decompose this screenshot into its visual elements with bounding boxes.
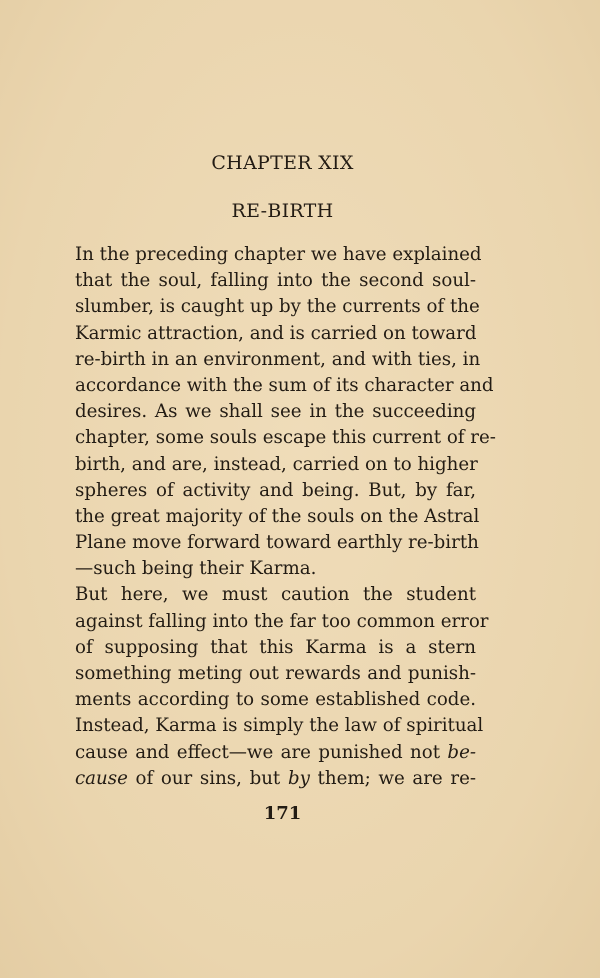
chapter-title: RE-BIRTH [231, 200, 334, 222]
text-line: spheres of activity and being. But, by far, [75, 479, 476, 501]
text-line: Plane move forward toward earthly re-birth [75, 532, 479, 554]
text-line: But here, we must caution the student [75, 584, 476, 606]
text-line: In the preceding chapter we have explained [75, 244, 482, 265]
page-number: 171 [263, 803, 302, 824]
text-line: —such being their Karma. [75, 558, 317, 580]
text-line: that the soul, falling into the second soul- [75, 270, 476, 292]
text-line: the great majority of the souls on the Astral [75, 505, 480, 527]
text-line: accordance with the sum of its character and [75, 374, 494, 396]
text-line [75, 740, 476, 766]
text-line [75, 766, 476, 792]
text-line: of supposing that this Karma is a stern [75, 636, 476, 658]
text-line: Instead, Karma is simply the law of spiritual [75, 715, 484, 737]
chapter-heading: CHAPTER XIX [211, 152, 354, 174]
text-line: re-birth in an environment, and with ties, in [75, 348, 481, 370]
text-line: desires. As we shall see in the succeeding [75, 401, 476, 423]
text-line: against falling into the far too common error [75, 610, 489, 632]
text-line: something meting out rewards and punish- [75, 663, 476, 684]
text-segment: of our sins, but [135, 767, 281, 789]
text-line: Karmic attraction, and is carried on toward [75, 322, 477, 344]
italic-text: be- [447, 741, 476, 763]
text-segment: cause and effect—we are punished not [75, 741, 441, 763]
text-line: ments according to some established code. [75, 689, 476, 711]
body-text [75, 242, 496, 792]
italic-text: by [287, 767, 310, 789]
text-segment: them; we are re- [317, 767, 476, 789]
italic-text: cause [75, 767, 128, 789]
text-line: slumber, is caught up by the currents of the [75, 296, 480, 318]
text-line: chapter, some souls escape this current of re- [75, 427, 496, 449]
text-line: birth, and are, instead, carried on to higher [75, 453, 478, 475]
